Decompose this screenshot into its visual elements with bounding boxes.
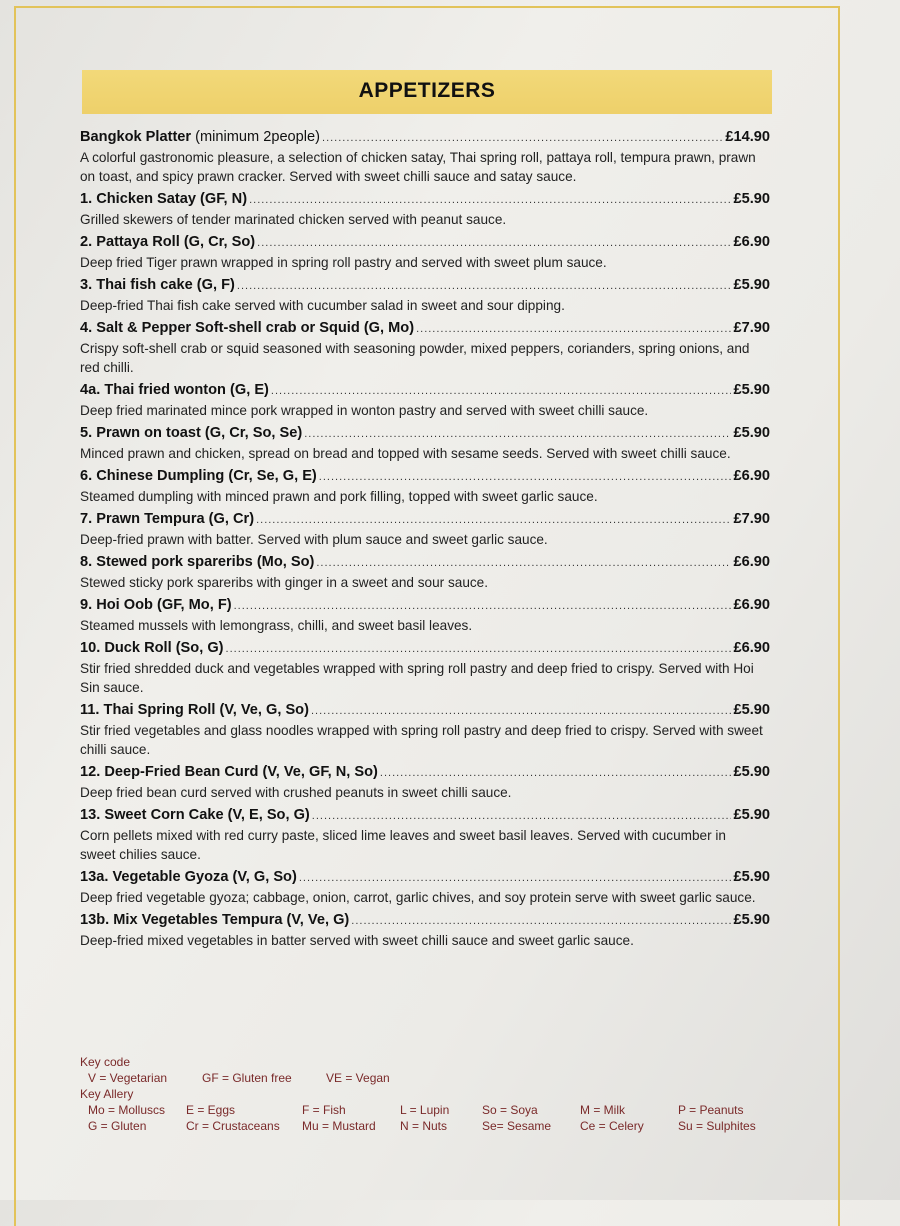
key-allergy-title: Key Allery bbox=[80, 1087, 134, 1101]
item-name: 3. Thai fish cake (G, F) bbox=[80, 277, 235, 293]
item-price: £14.90 bbox=[725, 129, 770, 145]
allergy-code: So = Soya bbox=[482, 1103, 538, 1117]
menu-item bbox=[80, 638, 770, 697]
item-price: £5.90 bbox=[733, 425, 770, 441]
dot-leader bbox=[322, 128, 723, 148]
item-price: £6.90 bbox=[733, 468, 770, 484]
menu-item bbox=[80, 127, 770, 186]
item-description: Steamed mussels with lemongrass, chilli, and sweet basil leaves. bbox=[80, 618, 473, 633]
item-price: £5.90 bbox=[733, 382, 770, 398]
dot-leader bbox=[271, 381, 732, 401]
item-price: £5.90 bbox=[733, 191, 770, 207]
item-name: 8. Stewed pork spareribs (Mo, So) bbox=[80, 554, 315, 570]
item-name: 12. Deep-Fried Bean Curd (V, Ve, GF, N, So) bbox=[80, 764, 378, 780]
menu-item bbox=[80, 189, 770, 229]
item-name: 7. Prawn Tempura (G, Cr) bbox=[80, 511, 255, 527]
item-description: Stir fried shredded duck and vegetables wrapped with spring roll pastry and deep fried to crispy. Served with Hoi Sin sauce. bbox=[80, 661, 754, 695]
allergy-code: L = Lupin bbox=[400, 1103, 450, 1117]
menu-item bbox=[80, 380, 770, 420]
key-code: GF = Gluten free bbox=[202, 1071, 292, 1085]
dot-leader bbox=[416, 319, 731, 339]
allergy-code: Ce = Celery bbox=[580, 1119, 644, 1133]
allergy-code: Mo = Molluscs bbox=[88, 1103, 166, 1117]
allergy-code: M = Milk bbox=[580, 1103, 625, 1117]
menu-item bbox=[80, 552, 770, 592]
section-title: APPETIZERS bbox=[358, 79, 496, 102]
dot-leader bbox=[311, 701, 732, 721]
dot-leader bbox=[256, 510, 731, 530]
item-price: £5.90 bbox=[733, 702, 770, 718]
item-description: Corn pellets mixed with red curry paste, sliced lime leaves and sweet basil leaves. Served with cucumber in sweet chilies sauce. bbox=[80, 828, 726, 862]
item-description: Deep-fried prawn with batter. Served with plum sauce and sweet garlic sauce. bbox=[80, 532, 548, 547]
item-price: £5.90 bbox=[733, 764, 770, 780]
item-name: Bangkok Platter bbox=[80, 129, 192, 145]
menu-item bbox=[80, 509, 770, 549]
item-price: £6.90 bbox=[733, 597, 770, 613]
dot-leader bbox=[299, 868, 732, 888]
item-note: (minimum 2people) bbox=[195, 129, 321, 145]
item-price: £5.90 bbox=[733, 277, 770, 293]
section-header bbox=[82, 70, 772, 114]
item-name: 10. Duck Roll (So, G) bbox=[80, 640, 224, 656]
item-name: 1. Chicken Satay (GF, N) bbox=[80, 191, 248, 207]
allergy-code: E = Eggs bbox=[186, 1103, 236, 1117]
item-name: 6. Chinese Dumpling (Cr, Se, G, E) bbox=[80, 468, 317, 484]
item-price: £6.90 bbox=[733, 234, 770, 250]
allergy-code: Su = Sulphites bbox=[678, 1119, 756, 1133]
item-description: Stir fried vegetables and glass noodles wrapped with spring roll pastry and deep fried to crispy. Served with sweet chilli sauce. bbox=[80, 723, 763, 757]
item-name: 5. Prawn on toast (G, Cr, So, Se) bbox=[80, 425, 303, 441]
key-code-title: Key code bbox=[80, 1055, 131, 1069]
item-price: £7.90 bbox=[733, 511, 770, 527]
dot-leader bbox=[237, 276, 732, 296]
item-description: Deep fried marinated mince pork wrapped in wonton pastry and served with sweet chilli sauce. bbox=[80, 403, 649, 418]
allergen-key bbox=[80, 1055, 780, 1135]
item-description: Grilled skewers of tender marinated chicken served with peanut sauce. bbox=[80, 212, 507, 227]
item-description: Minced prawn and chicken, spread on bread and topped with sesame seeds. Served with sweet chilli sauce. bbox=[80, 446, 731, 461]
dot-leader bbox=[226, 639, 732, 659]
allergy-code: G = Gluten bbox=[88, 1119, 147, 1133]
item-name: 11. Thai Spring Roll (V, Ve, G, So) bbox=[80, 702, 309, 718]
key-code: VE = Vegan bbox=[326, 1071, 390, 1085]
item-description: Deep fried vegetable gyoza; cabbage, onion, carrot, garlic chives, and soy protein serve with sweet garlic sauce. bbox=[80, 890, 756, 905]
item-name: 13a. Vegetable Gyoza (V, G, So) bbox=[80, 869, 297, 885]
menu-list bbox=[80, 127, 770, 953]
dot-leader bbox=[304, 424, 731, 444]
dot-leader bbox=[312, 806, 732, 826]
item-description: Steamed dumpling with minced prawn and pork filling, topped with sweet garlic sauce. bbox=[80, 489, 598, 504]
item-name: 4a. Thai fried wonton (G, E) bbox=[80, 382, 269, 398]
menu-item bbox=[80, 910, 770, 950]
menu-item bbox=[80, 762, 770, 802]
menu-item bbox=[80, 275, 770, 315]
menu-item bbox=[80, 318, 770, 377]
menu-item bbox=[80, 423, 770, 463]
item-name: 2. Pattaya Roll (G, Cr, So) bbox=[80, 234, 256, 250]
item-name: 13. Sweet Corn Cake (V, E, So, G) bbox=[80, 807, 310, 823]
item-description: Deep-fried mixed vegetables in batter served with sweet chilli sauce and sweet garlic sauce. bbox=[80, 933, 634, 948]
menu-item bbox=[80, 595, 770, 635]
allergy-code: Cr = Crustaceans bbox=[186, 1119, 280, 1133]
menu-item bbox=[80, 867, 770, 907]
menu-item bbox=[80, 805, 770, 864]
item-price: £5.90 bbox=[733, 807, 770, 823]
item-description: Crispy soft-shell crab or squid seasoned with seasoning powder, mixed peppers, corianders, spring onions, and red chilli. bbox=[80, 341, 750, 375]
item-name: 13b. Mix Vegetables Tempura (V, Ve, G) bbox=[80, 912, 350, 928]
menu-item bbox=[80, 700, 770, 759]
item-description: Deep fried bean curd served with crushed peanuts in sweet chilli sauce. bbox=[80, 785, 512, 800]
item-price: £7.90 bbox=[733, 320, 770, 336]
menu-item bbox=[80, 466, 770, 506]
dot-leader bbox=[249, 190, 731, 210]
item-description: Stewed sticky pork spareribs with ginger in a sweet and sour sauce. bbox=[80, 575, 489, 590]
allergy-code: F = Fish bbox=[302, 1103, 346, 1117]
item-name: 4. Salt & Pepper Soft-shell crab or Squid (G, Mo) bbox=[80, 320, 415, 336]
item-price: £5.90 bbox=[733, 869, 770, 885]
dot-leader bbox=[319, 467, 732, 487]
menu-item bbox=[80, 232, 770, 272]
dot-leader bbox=[257, 233, 731, 253]
dot-leader bbox=[234, 596, 732, 616]
item-price: £6.90 bbox=[733, 640, 770, 656]
dot-leader bbox=[380, 763, 732, 783]
item-price: £6.90 bbox=[733, 554, 770, 570]
allergy-code: Se= Sesame bbox=[482, 1119, 552, 1133]
item-description: A colorful gastronomic pleasure, a selection of chicken satay, Thai spring roll, pattaya roll, tempura prawn, prawn on toast, and spicy prawn cracker. Served with sweet chilli sauce and satay sauce. bbox=[80, 150, 756, 184]
dot-leader bbox=[316, 553, 731, 573]
item-name: 9. Hoi Oob (GF, Mo, F) bbox=[80, 597, 232, 613]
item-description: Deep-fried Thai fish cake served with cucumber salad in sweet and sour dipping. bbox=[80, 298, 565, 313]
item-price: £5.90 bbox=[733, 912, 770, 928]
allergy-code: N = Nuts bbox=[400, 1119, 448, 1133]
allergy-code: Mu = Mustard bbox=[302, 1119, 376, 1133]
dot-leader bbox=[351, 911, 731, 931]
item-description: Deep fried Tiger prawn wrapped in spring roll pastry and served with sweet plum sauce. bbox=[80, 255, 607, 270]
key-code: V = Vegetarian bbox=[88, 1071, 168, 1085]
allergy-code: P = Peanuts bbox=[678, 1103, 744, 1117]
